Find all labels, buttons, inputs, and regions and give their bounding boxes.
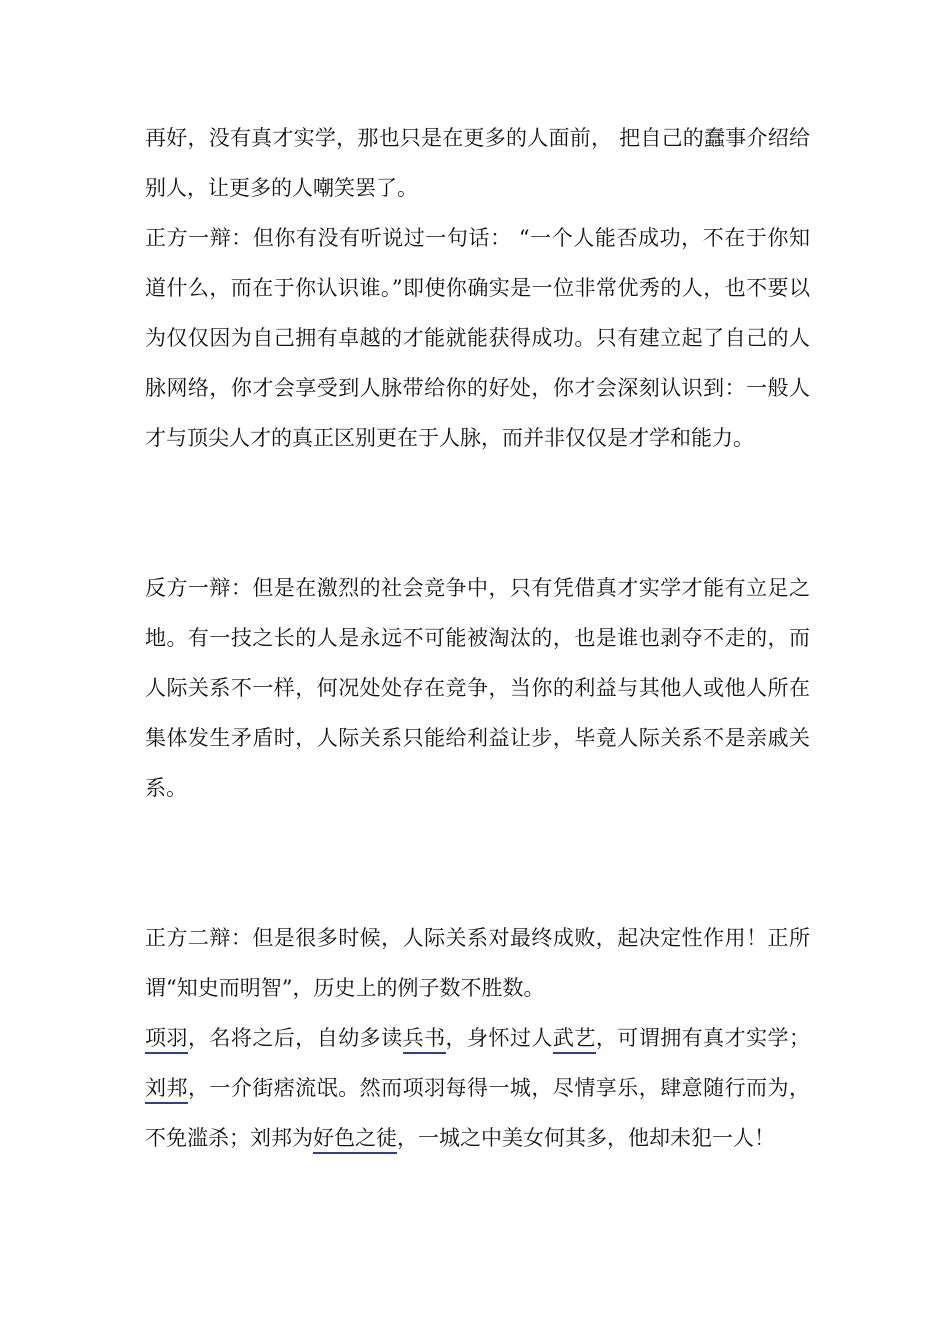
paragraph-5-text: ，名将之后，自幼多读 xyxy=(187,1026,403,1050)
link-liubang[interactable]: 刘邦 xyxy=(145,1076,188,1104)
paragraph-spacer xyxy=(145,463,810,563)
paragraph-5-text: ，一城之中美女何其多，他却未犯一人！ xyxy=(397,1126,775,1150)
link-xiangyu[interactable]: 项羽 xyxy=(145,1026,188,1054)
document-page xyxy=(145,113,810,1163)
paragraph-5-text: ，身怀过人 xyxy=(445,1026,553,1050)
paragraph-spacer xyxy=(145,813,810,913)
paragraph-1: 再好，没有真才实学，那也只是在更多的人面前， 把自己的蠢事介绍给别人，让更多的人嘲笑罢了。 xyxy=(145,126,810,200)
paragraph-5-text: ，可谓拥有真才实学； xyxy=(595,1026,811,1050)
link-haose[interactable]: 好色之徒 xyxy=(313,1126,397,1154)
paragraph-2: 正方一辩：但你有没有听说过一句话： “一个人能否成功，不在于你知道什么，而在于你认识谁。”即使你确实是一位非常优秀的人，也不要以为仅仅因为自己拥有卓越的才能就能获得成功。只有建立起了自己的人脉网络，你才会享受到人脉带给你的好处，你才会深刻认识到：一般人才与顶尖人才的真正区别更在于人脉，而并非仅仅是才学和能力。 xyxy=(145,226,810,450)
link-wuyi[interactable]: 武艺 xyxy=(553,1026,596,1054)
link-bingshu[interactable]: 兵书 xyxy=(403,1026,446,1054)
paragraph-5-text: ，一介街痞流氓。然而项羽每得一城，尽情享乐，肆意随行而为，不免滥杀；刘邦为 xyxy=(145,1076,811,1150)
paragraph-3: 反方一辩：但是在激烈的社会竞争中，只有凭借真才实学才能有立足之地。有一技之长的人是永远不可能被淘汰的，也是谁也剥夺不走的，而人际关系不一样，何况处处存在竞争，当你的利益与其他人或他人所在集体发生矛盾时，人际关系只能给利益让步，毕竟人际关系不是亲戚关系。 xyxy=(145,576,810,800)
paragraph-5 xyxy=(145,1013,810,1163)
paragraph-4: 正方二辩：但是很多时候，人际关系对最终成败，起决定性作用！正所谓“知史而明智”，历史上的例子数不胜数。 xyxy=(145,926,810,1000)
